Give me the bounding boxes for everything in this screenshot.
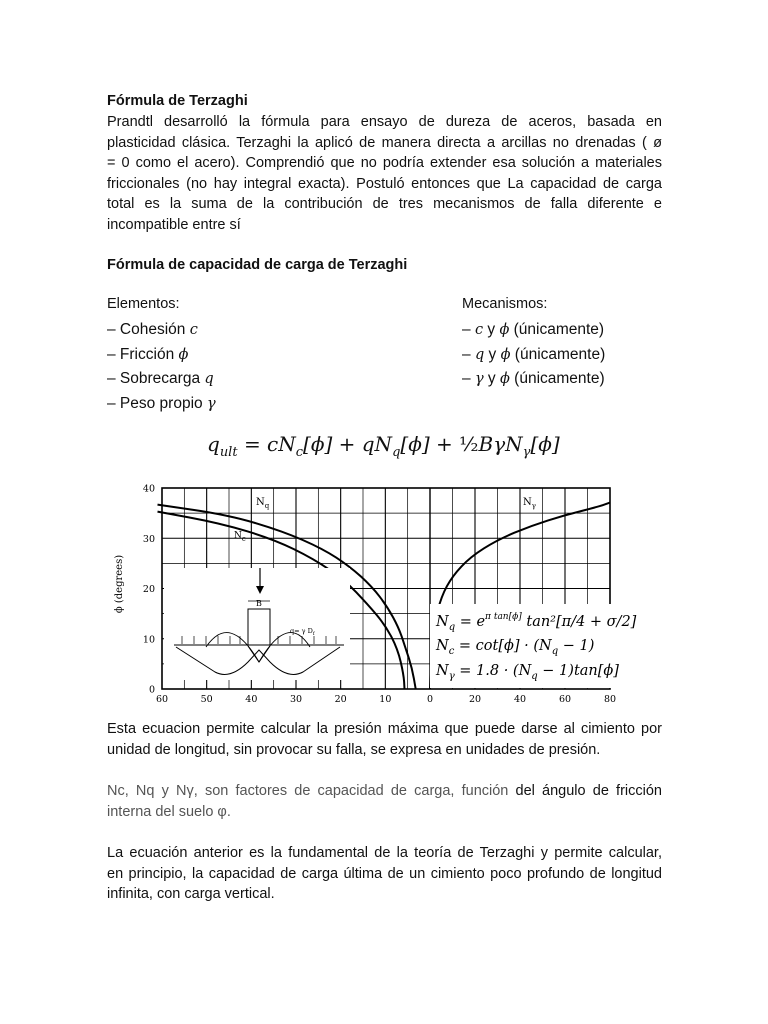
text-line: Prandtl desarrolló la fórmula para ensayo de dureza de aceros, basada en — [107, 114, 662, 130]
text-line: plasticidad clásica. Terzaghi la aplicó de manera directa a arcillas no drenadas ( ø — [107, 134, 662, 151]
heading-formula-terzaghi: Fórmula de Terzaghi — [107, 93, 248, 109]
paragraph-fundamental — [107, 843, 662, 905]
mecanismos-list — [462, 296, 605, 392]
svg-text:q= γ Df: q= γ $D_f$ — [290, 627, 315, 637]
paragraph-factores — [107, 781, 662, 822]
mecanismo-item: – q y ϕ (únicamente) — [462, 345, 606, 363]
bearing-capacity-chart — [110, 472, 670, 710]
formula-nq: $N_q = e^{\pi tan[\phi]}$ tan²[π/4 + σ/2] — [436, 612, 637, 633]
x-tick-label: 10 — [379, 694, 392, 705]
elementos-title: Elementos: — [107, 296, 180, 312]
x-tick-label: 60 — [558, 694, 572, 705]
y-tick-label: 40 — [142, 483, 155, 495]
n-factor-formulas — [430, 604, 668, 688]
paragraph-ecuacion — [107, 719, 662, 760]
elemento-item: – Sobrecarga q — [107, 370, 214, 387]
x-tick-label: 20 — [468, 694, 482, 705]
y-tick-label: 0 — [148, 684, 155, 696]
svg-text:Nc: $N_c$ — [234, 531, 246, 543]
x-tick-label: 60 — [155, 694, 169, 705]
text-line: Esta ecuacion permite calcular la presión máxima que puede darse al cimiento por — [107, 721, 662, 737]
text-line: Nc, Nq y Nγ, son factores de capacidad de carga, función del ángulo de fricción — [107, 783, 662, 799]
formula-nc: $N_c = \cot[\phi] \cdot (N_q - 1)$ — [436, 638, 595, 657]
mecanismo-item: – c y ϕ (únicamente) — [462, 321, 605, 338]
y-tick-label: 30 — [142, 533, 155, 545]
series-label-nq — [256, 497, 270, 510]
svg-text:Nq: $N_q$ — [256, 497, 270, 510]
x-tick-label: 30 — [289, 694, 303, 705]
elemento-item: – Peso propio γ — [107, 394, 216, 412]
text-line: = 0 como el acero). Comprendió que no podría extender esa solución a materiales — [107, 155, 662, 172]
inset-surcharge-label: q= γ D — [290, 627, 313, 635]
mecanismo-item: – γ y ϕ (únicamente) — [462, 370, 605, 387]
x-tick-label: 0 — [426, 694, 434, 705]
elemento-item: – Cohesión c — [107, 321, 198, 338]
series-label-nc — [234, 531, 246, 543]
paragraph-intro — [107, 112, 662, 236]
text-line: infinita, con carga vertical. — [107, 886, 275, 903]
y-tick-label: 10 — [142, 634, 155, 646]
x-tick-label: 40 — [245, 694, 258, 705]
svg-text:Nγ: $N_\gamma$ — [523, 497, 536, 510]
text-line: total es la suma de la contribución de tres mecanismos de falla diferente e — [107, 196, 662, 213]
inset-load-label: B — [256, 599, 262, 608]
text-line: en principio, la capacidad de carga última de un cimiento poco profundo de longitud — [107, 865, 662, 882]
y-axis-label: ϕ (degrees) — [114, 554, 125, 614]
x-tick-label: 20 — [334, 694, 347, 705]
series-label-ngamma — [523, 497, 536, 510]
text-line: friccionales (no hay integral exacta). Postuló entonces que La capacidad de carga — [107, 175, 662, 192]
text-line: interna del suelo φ. — [107, 803, 231, 820]
elemento-item: – Fricción ϕ — [107, 345, 189, 363]
x-tick-label: 40 — [513, 694, 527, 705]
mecanismos-title: Mecanismos: — [462, 296, 548, 312]
text-line: La ecuación anterior es la fundamental de la teoría de Terzaghi y permite calcular, — [107, 845, 662, 861]
text-line: incompatible entre sí — [107, 216, 241, 233]
text-line: unidad de longitud, sin provocar su falla, se expresa en unidades de presión. — [107, 741, 601, 758]
terzaghi-equation: $q_{ult} = cN_c[\phi] + qN_q[\phi]$ + ½BγN$_\gamma$[ϕ] — [207, 432, 560, 460]
heading-capacidad-carga: Fórmula de capacidad de carga de Terzaghi — [107, 257, 408, 273]
elementos-list — [107, 296, 216, 416]
y-tick-label: 20 — [142, 584, 155, 595]
x-tick-label: 50 — [200, 694, 213, 705]
formula-ngamma: $N_\gamma = 1.8 \cdot (N_q - 1)\tan[\phi]$ — [436, 663, 619, 682]
x-tick-label: 80 — [603, 694, 617, 705]
footing-failure-diagram — [164, 568, 350, 680]
